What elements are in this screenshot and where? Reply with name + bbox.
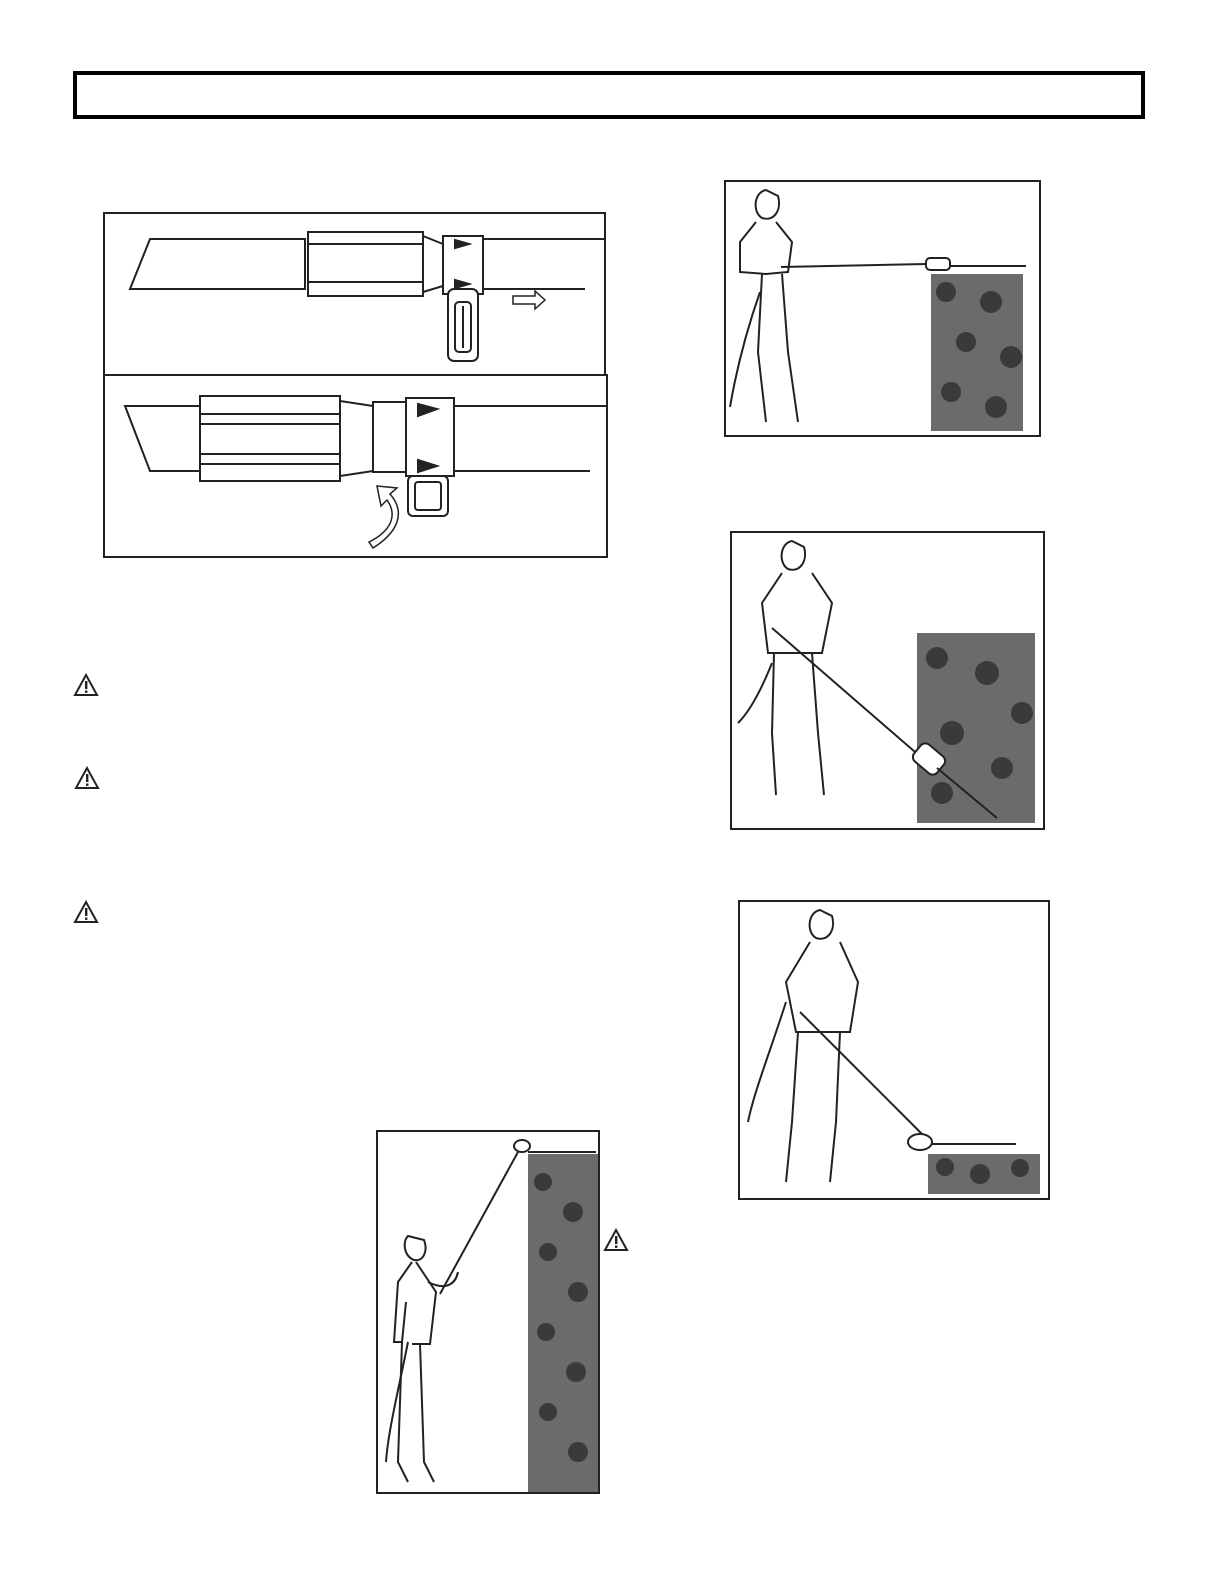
figure-trim-top-level bbox=[724, 180, 1041, 437]
side-angled-trimming-illustration bbox=[732, 533, 1043, 828]
figure-pole-release-latch bbox=[103, 212, 606, 376]
warning-triangle-icon bbox=[74, 766, 100, 790]
figure-trim-top-of-hedge-overhead bbox=[376, 1130, 600, 1494]
right-arrow-icon bbox=[513, 291, 545, 309]
low-hedge-trimming-illustration bbox=[740, 902, 1048, 1198]
figure-trim-side-angled bbox=[730, 531, 1045, 830]
page-header-bar bbox=[73, 71, 1145, 119]
warning-triangle-icon bbox=[603, 1228, 629, 1252]
curved-arrow-icon bbox=[369, 486, 398, 548]
warning-triangle-icon bbox=[73, 900, 99, 924]
figure-pole-latched bbox=[103, 374, 608, 558]
pole-release-latch-illustration bbox=[105, 214, 604, 374]
figure-trim-low-hedge bbox=[738, 900, 1050, 1200]
top-level-trimming-illustration bbox=[726, 182, 1039, 435]
pole-latched-illustration bbox=[105, 376, 606, 556]
warning-triangle-icon bbox=[73, 673, 99, 697]
overhead-trimming-illustration bbox=[378, 1132, 598, 1492]
